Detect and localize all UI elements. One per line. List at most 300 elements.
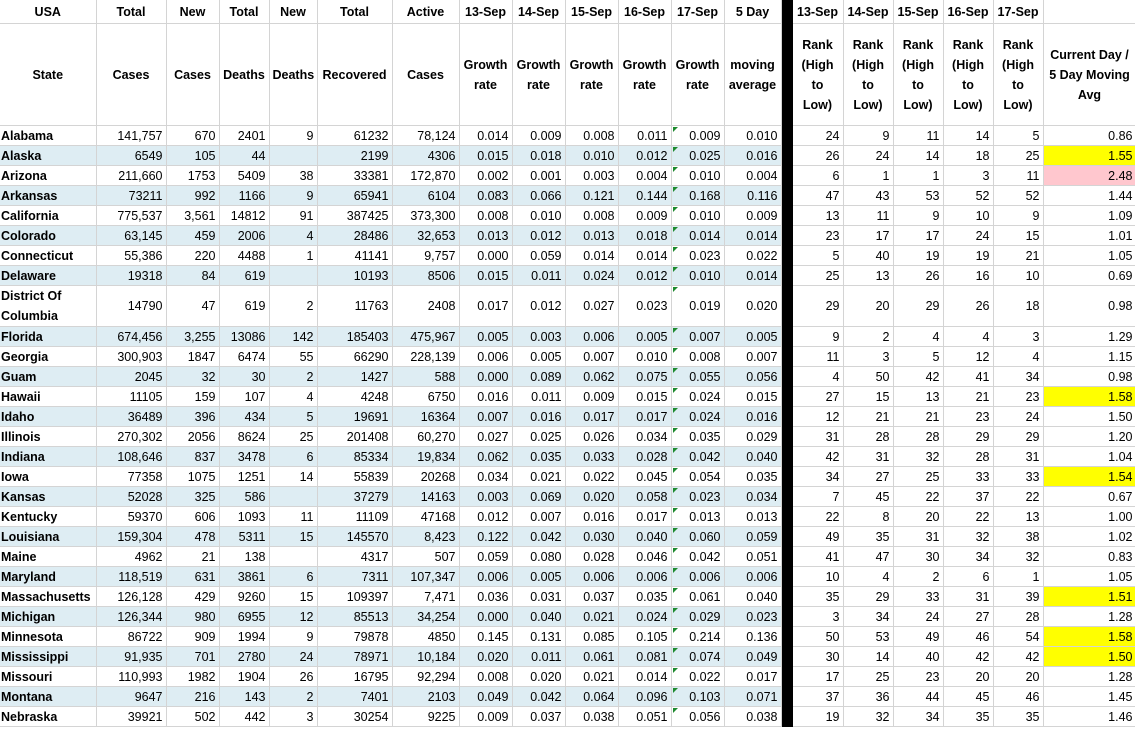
rank-cell[interactable]: 31	[993, 447, 1043, 467]
data-cell[interactable]: 91	[269, 206, 317, 226]
header-cell[interactable]: New	[166, 0, 219, 24]
rank-cell[interactable]: 34	[893, 707, 943, 727]
rank-cell[interactable]: 20	[843, 286, 893, 327]
growth-rate-cell[interactable]: 0.040	[618, 527, 671, 547]
rank-cell[interactable]: 13	[993, 507, 1043, 527]
rank-cell[interactable]: 23	[792, 226, 843, 246]
header-cell[interactable]: Rank (High to Low)	[843, 24, 893, 126]
rank-cell[interactable]: 1	[993, 567, 1043, 587]
growth-rate-cell[interactable]: 0.012	[618, 266, 671, 286]
data-cell[interactable]: 10,184	[392, 647, 459, 667]
rank-cell[interactable]: 52	[943, 186, 993, 206]
data-cell[interactable]: 47	[166, 286, 219, 327]
data-cell[interactable]: 631	[166, 567, 219, 587]
growth-rate-cell[interactable]: 0.023	[671, 487, 724, 507]
rank-cell[interactable]: 17	[843, 226, 893, 246]
rank-cell[interactable]: 14	[843, 647, 893, 667]
state-name-cell[interactable]: Alabama	[0, 126, 96, 146]
growth-rate-cell[interactable]: 0.021	[565, 607, 618, 627]
header-cell[interactable]: Growth rate	[512, 24, 565, 126]
header-cell[interactable]: 13-Sep	[459, 0, 512, 24]
growth-rate-cell[interactable]: 0.019	[671, 286, 724, 327]
data-cell[interactable]: 143	[219, 687, 269, 707]
growth-rate-cell[interactable]: 0.021	[512, 467, 565, 487]
rank-cell[interactable]: 27	[792, 387, 843, 407]
data-cell[interactable]: 909	[166, 627, 219, 647]
data-cell[interactable]: 44	[219, 146, 269, 166]
growth-rate-cell[interactable]: 0.025	[512, 427, 565, 447]
moving-average-cell[interactable]: 0.034	[724, 487, 781, 507]
rank-cell[interactable]: 12	[943, 347, 993, 367]
growth-rate-cell[interactable]: 0.008	[671, 347, 724, 367]
rank-cell[interactable]: 11	[792, 347, 843, 367]
data-cell[interactable]: 91,935	[96, 647, 166, 667]
growth-rate-cell[interactable]: 0.035	[512, 447, 565, 467]
data-cell[interactable]: 52028	[96, 487, 166, 507]
rank-cell[interactable]: 23	[893, 667, 943, 687]
rank-cell[interactable]: 19	[792, 707, 843, 727]
data-cell[interactable]: 1251	[219, 467, 269, 487]
data-cell[interactable]: 992	[166, 186, 219, 206]
data-cell[interactable]: 19,834	[392, 447, 459, 467]
growth-rate-cell[interactable]: 0.012	[512, 286, 565, 327]
moving-average-cell[interactable]: 0.056	[724, 367, 781, 387]
ratio-cell[interactable]: 1.02	[1043, 527, 1135, 547]
growth-rate-cell[interactable]: 0.023	[618, 286, 671, 327]
data-cell[interactable]: 3,561	[166, 206, 219, 226]
rank-cell[interactable]: 38	[993, 527, 1043, 547]
rank-cell[interactable]: 22	[993, 487, 1043, 507]
rank-cell[interactable]: 47	[843, 547, 893, 567]
data-cell[interactable]: 30	[219, 367, 269, 387]
data-cell[interactable]: 32,653	[392, 226, 459, 246]
rank-cell[interactable]: 6	[792, 166, 843, 186]
rank-cell[interactable]: 42	[943, 647, 993, 667]
data-cell[interactable]: 4850	[392, 627, 459, 647]
data-cell[interactable]: 77358	[96, 467, 166, 487]
rank-cell[interactable]: 33	[993, 467, 1043, 487]
data-cell[interactable]: 2780	[219, 647, 269, 667]
state-name-cell[interactable]: Minnesota	[0, 627, 96, 647]
rank-cell[interactable]: 43	[843, 186, 893, 206]
data-cell[interactable]: 2401	[219, 126, 269, 146]
data-cell[interactable]	[269, 146, 317, 166]
rank-cell[interactable]: 47	[792, 186, 843, 206]
growth-rate-cell[interactable]: 0.003	[565, 166, 618, 186]
rank-cell[interactable]: 5	[792, 246, 843, 266]
data-cell[interactable]: 11105	[96, 387, 166, 407]
growth-rate-cell[interactable]: 0.016	[565, 507, 618, 527]
ratio-cell[interactable]: 1.50	[1043, 407, 1135, 427]
growth-rate-cell[interactable]: 0.061	[565, 647, 618, 667]
growth-rate-cell[interactable]: 0.037	[565, 587, 618, 607]
data-cell[interactable]: 4	[269, 387, 317, 407]
rank-cell[interactable]: 31	[843, 447, 893, 467]
rank-cell[interactable]: 37	[943, 487, 993, 507]
data-cell[interactable]: 14	[269, 467, 317, 487]
growth-rate-cell[interactable]: 0.017	[618, 507, 671, 527]
data-cell[interactable]: 9260	[219, 587, 269, 607]
rank-cell[interactable]: 28	[893, 427, 943, 447]
growth-rate-cell[interactable]: 0.020	[512, 667, 565, 687]
data-cell[interactable]: 674,456	[96, 327, 166, 347]
data-cell[interactable]: 2006	[219, 226, 269, 246]
header-cell[interactable]: Total	[219, 0, 269, 24]
data-cell[interactable]: 11763	[317, 286, 392, 327]
growth-rate-cell[interactable]: 0.030	[565, 527, 618, 547]
state-name-cell[interactable]: Mississippi	[0, 647, 96, 667]
growth-rate-cell[interactable]: 0.014	[618, 667, 671, 687]
data-cell[interactable]: 9225	[392, 707, 459, 727]
data-cell[interactable]: 9647	[96, 687, 166, 707]
data-cell[interactable]: 475,967	[392, 327, 459, 347]
growth-rate-cell[interactable]: 0.017	[565, 407, 618, 427]
header-cell[interactable]: 13-Sep	[792, 0, 843, 24]
data-cell[interactable]: 21	[166, 547, 219, 567]
growth-rate-cell[interactable]: 0.036	[459, 587, 512, 607]
data-cell[interactable]: 24	[269, 647, 317, 667]
rank-cell[interactable]: 39	[993, 587, 1043, 607]
growth-rate-cell[interactable]: 0.006	[671, 567, 724, 587]
ratio-cell[interactable]: 1.28	[1043, 667, 1135, 687]
ratio-cell[interactable]: 0.83	[1043, 547, 1135, 567]
data-cell[interactable]: 6750	[392, 387, 459, 407]
rank-cell[interactable]: 10	[792, 567, 843, 587]
rank-cell[interactable]: 8	[843, 507, 893, 527]
data-cell[interactable]: 6	[269, 447, 317, 467]
state-name-cell[interactable]: Florida	[0, 327, 96, 347]
rank-cell[interactable]: 4	[893, 327, 943, 347]
rank-cell[interactable]: 2	[843, 327, 893, 347]
rank-cell[interactable]: 33	[893, 587, 943, 607]
data-cell[interactable]: 13086	[219, 327, 269, 347]
moving-average-cell[interactable]: 0.016	[724, 146, 781, 166]
data-cell[interactable]: 55	[269, 347, 317, 367]
data-cell[interactable]: 61232	[317, 126, 392, 146]
growth-rate-cell[interactable]: 0.131	[512, 627, 565, 647]
growth-rate-cell[interactable]: 0.121	[565, 186, 618, 206]
rank-cell[interactable]: 9	[792, 327, 843, 347]
growth-rate-cell[interactable]: 0.035	[671, 427, 724, 447]
growth-rate-cell[interactable]: 0.005	[512, 347, 565, 367]
ratio-cell[interactable]: 1.58	[1043, 387, 1135, 407]
growth-rate-cell[interactable]: 0.075	[618, 367, 671, 387]
growth-rate-cell[interactable]: 0.014	[618, 246, 671, 266]
rank-cell[interactable]: 12	[792, 407, 843, 427]
data-cell[interactable]: 37279	[317, 487, 392, 507]
growth-rate-cell[interactable]: 0.038	[565, 707, 618, 727]
state-name-cell[interactable]: Maryland	[0, 567, 96, 587]
growth-rate-cell[interactable]: 0.009	[512, 126, 565, 146]
data-cell[interactable]: 2	[269, 286, 317, 327]
data-cell[interactable]: 19318	[96, 266, 166, 286]
header-cell[interactable]: Active	[392, 0, 459, 24]
growth-rate-cell[interactable]: 0.013	[671, 507, 724, 527]
state-name-cell[interactable]: Michigan	[0, 607, 96, 627]
growth-rate-cell[interactable]: 0.096	[618, 687, 671, 707]
growth-rate-cell[interactable]: 0.035	[618, 587, 671, 607]
growth-rate-cell[interactable]: 0.034	[459, 467, 512, 487]
data-cell[interactable]: 5409	[219, 166, 269, 186]
data-cell[interactable]: 33381	[317, 166, 392, 186]
rank-cell[interactable]: 34	[843, 607, 893, 627]
data-cell[interactable]: 2045	[96, 367, 166, 387]
state-name-cell[interactable]: Illinois	[0, 427, 96, 447]
data-cell[interactable]: 3478	[219, 447, 269, 467]
moving-average-cell[interactable]: 0.040	[724, 587, 781, 607]
rank-cell[interactable]: 28	[993, 607, 1043, 627]
rank-cell[interactable]: 4	[993, 347, 1043, 367]
growth-rate-cell[interactable]: 0.025	[671, 146, 724, 166]
moving-average-cell[interactable]: 0.005	[724, 327, 781, 347]
data-cell[interactable]: 28486	[317, 226, 392, 246]
rank-cell[interactable]: 34	[993, 367, 1043, 387]
rank-cell[interactable]: 29	[993, 427, 1043, 447]
data-cell[interactable]: 4306	[392, 146, 459, 166]
growth-rate-cell[interactable]: 0.015	[618, 387, 671, 407]
rank-cell[interactable]: 45	[943, 687, 993, 707]
state-name-cell[interactable]: Louisiana	[0, 527, 96, 547]
growth-rate-cell[interactable]: 0.024	[671, 387, 724, 407]
growth-rate-cell[interactable]: 0.042	[671, 447, 724, 467]
moving-average-cell[interactable]: 0.015	[724, 387, 781, 407]
state-name-cell[interactable]: Montana	[0, 687, 96, 707]
data-cell[interactable]: 65941	[317, 186, 392, 206]
data-cell[interactable]: 109397	[317, 587, 392, 607]
growth-rate-cell[interactable]: 0.006	[459, 567, 512, 587]
rank-cell[interactable]: 10	[943, 206, 993, 226]
rank-cell[interactable]: 7	[792, 487, 843, 507]
data-cell[interactable]: 141,757	[96, 126, 166, 146]
growth-rate-cell[interactable]: 0.059	[512, 246, 565, 266]
data-cell[interactable]: 1994	[219, 627, 269, 647]
growth-rate-cell[interactable]: 0.009	[565, 387, 618, 407]
state-name-cell[interactable]: Colorado	[0, 226, 96, 246]
data-cell[interactable]: 4962	[96, 547, 166, 567]
growth-rate-cell[interactable]: 0.010	[618, 347, 671, 367]
data-cell[interactable]: 325	[166, 487, 219, 507]
rank-cell[interactable]: 10	[993, 266, 1043, 286]
growth-rate-cell[interactable]: 0.028	[618, 447, 671, 467]
data-cell[interactable]: 8506	[392, 266, 459, 286]
data-cell[interactable]: 586	[219, 487, 269, 507]
header-cell[interactable]: 15-Sep	[893, 0, 943, 24]
moving-average-cell[interactable]: 0.051	[724, 547, 781, 567]
header-cell[interactable]: USA	[0, 0, 96, 24]
ratio-cell[interactable]: 1.01	[1043, 226, 1135, 246]
data-cell[interactable]: 55839	[317, 467, 392, 487]
header-cell[interactable]: 15-Sep	[565, 0, 618, 24]
growth-rate-cell[interactable]: 0.074	[671, 647, 724, 667]
header-cell[interactable]: Deaths	[219, 24, 269, 126]
moving-average-cell[interactable]: 0.022	[724, 246, 781, 266]
rank-cell[interactable]: 4	[943, 327, 993, 347]
data-cell[interactable]: 396	[166, 407, 219, 427]
rank-cell[interactable]: 28	[843, 427, 893, 447]
moving-average-cell[interactable]: 0.029	[724, 427, 781, 447]
growth-rate-cell[interactable]: 0.007	[671, 327, 724, 347]
data-cell[interactable]: 85334	[317, 447, 392, 467]
data-cell[interactable]: 478	[166, 527, 219, 547]
growth-rate-cell[interactable]: 0.007	[459, 407, 512, 427]
header-cell[interactable]: New	[269, 0, 317, 24]
data-cell[interactable]: 172,870	[392, 166, 459, 186]
growth-rate-cell[interactable]: 0.042	[512, 527, 565, 547]
growth-rate-cell[interactable]: 0.010	[671, 166, 724, 186]
ratio-cell[interactable]: 1.20	[1043, 427, 1135, 447]
data-cell[interactable]: 9	[269, 186, 317, 206]
data-cell[interactable]: 12	[269, 607, 317, 627]
growth-rate-cell[interactable]: 0.010	[565, 146, 618, 166]
state-name-cell[interactable]: Georgia	[0, 347, 96, 367]
growth-rate-cell[interactable]: 0.011	[618, 126, 671, 146]
data-cell[interactable]: 15	[269, 587, 317, 607]
data-cell[interactable]: 66290	[317, 347, 392, 367]
rank-cell[interactable]: 23	[943, 407, 993, 427]
rank-cell[interactable]: 45	[843, 487, 893, 507]
data-cell[interactable]: 2	[269, 367, 317, 387]
state-name-cell[interactable]: Connecticut	[0, 246, 96, 266]
state-name-cell[interactable]: Missouri	[0, 667, 96, 687]
data-cell[interactable]: 373,300	[392, 206, 459, 226]
data-cell[interactable]: 142	[269, 327, 317, 347]
rank-cell[interactable]: 5	[893, 347, 943, 367]
growth-rate-cell[interactable]: 0.012	[618, 146, 671, 166]
rank-cell[interactable]: 21	[993, 246, 1043, 266]
growth-rate-cell[interactable]: 0.022	[565, 467, 618, 487]
rank-cell[interactable]: 29	[792, 286, 843, 327]
data-cell[interactable]: 6104	[392, 186, 459, 206]
data-cell[interactable]: 2056	[166, 427, 219, 447]
growth-rate-cell[interactable]: 0.020	[565, 487, 618, 507]
growth-rate-cell[interactable]: 0.081	[618, 647, 671, 667]
data-cell[interactable]: 8624	[219, 427, 269, 447]
growth-rate-cell[interactable]: 0.024	[671, 407, 724, 427]
data-cell[interactable]: 138	[219, 547, 269, 567]
rank-cell[interactable]: 32	[993, 547, 1043, 567]
data-cell[interactable]: 107	[219, 387, 269, 407]
data-cell[interactable]	[269, 547, 317, 567]
growth-rate-cell[interactable]: 0.006	[459, 347, 512, 367]
growth-rate-cell[interactable]: 0.000	[459, 367, 512, 387]
rank-cell[interactable]: 49	[893, 627, 943, 647]
rank-cell[interactable]: 35	[993, 707, 1043, 727]
growth-rate-cell[interactable]: 0.008	[565, 206, 618, 226]
growth-rate-cell[interactable]: 0.105	[618, 627, 671, 647]
data-cell[interactable]: 10193	[317, 266, 392, 286]
data-cell[interactable]: 78,124	[392, 126, 459, 146]
growth-rate-cell[interactable]: 0.023	[671, 246, 724, 266]
data-cell[interactable]: 36489	[96, 407, 166, 427]
growth-rate-cell[interactable]: 0.003	[459, 487, 512, 507]
moving-average-cell[interactable]: 0.014	[724, 266, 781, 286]
rank-cell[interactable]: 1	[843, 166, 893, 186]
growth-rate-cell[interactable]: 0.033	[565, 447, 618, 467]
state-name-cell[interactable]: District Of Columbia	[0, 286, 96, 327]
rank-cell[interactable]: 35	[943, 707, 993, 727]
growth-rate-cell[interactable]: 0.009	[618, 206, 671, 226]
ratio-cell[interactable]: 1.58	[1043, 627, 1135, 647]
data-cell[interactable]: 3	[269, 707, 317, 727]
ratio-cell[interactable]: 0.69	[1043, 266, 1135, 286]
rank-cell[interactable]: 42	[792, 447, 843, 467]
rank-cell[interactable]: 22	[893, 487, 943, 507]
data-cell[interactable]	[269, 266, 317, 286]
rank-cell[interactable]: 28	[943, 447, 993, 467]
growth-rate-cell[interactable]: 0.042	[671, 547, 724, 567]
growth-rate-cell[interactable]: 0.012	[512, 226, 565, 246]
data-cell[interactable]: 1	[269, 246, 317, 266]
header-cell[interactable]: 16-Sep	[618, 0, 671, 24]
growth-rate-cell[interactable]: 0.003	[512, 327, 565, 347]
data-cell[interactable]: 619	[219, 266, 269, 286]
header-cell[interactable]: 14-Sep	[512, 0, 565, 24]
growth-rate-cell[interactable]: 0.009	[459, 707, 512, 727]
state-name-cell[interactable]: Kentucky	[0, 507, 96, 527]
growth-rate-cell[interactable]: 0.214	[671, 627, 724, 647]
header-cell[interactable]: Growth rate	[565, 24, 618, 126]
growth-rate-cell[interactable]: 0.060	[671, 527, 724, 547]
growth-rate-cell[interactable]: 0.005	[512, 567, 565, 587]
data-cell[interactable]: 1982	[166, 667, 219, 687]
data-cell[interactable]: 55,386	[96, 246, 166, 266]
growth-rate-cell[interactable]: 0.061	[671, 587, 724, 607]
data-cell[interactable]: 5311	[219, 527, 269, 547]
data-cell[interactable]: 3,255	[166, 327, 219, 347]
growth-rate-cell[interactable]: 0.062	[459, 447, 512, 467]
data-cell[interactable]: 85513	[317, 607, 392, 627]
data-cell[interactable]: 1075	[166, 467, 219, 487]
rank-cell[interactable]: 20	[993, 667, 1043, 687]
data-cell[interactable]: 41141	[317, 246, 392, 266]
data-cell[interactable]: 1166	[219, 186, 269, 206]
growth-rate-cell[interactable]: 0.004	[618, 166, 671, 186]
growth-rate-cell[interactable]: 0.029	[671, 607, 724, 627]
data-cell[interactable]: 84	[166, 266, 219, 286]
state-name-cell[interactable]: Guam	[0, 367, 96, 387]
data-cell[interactable]: 216	[166, 687, 219, 707]
rank-cell[interactable]: 6	[943, 567, 993, 587]
rank-cell[interactable]: 37	[792, 687, 843, 707]
rank-cell[interactable]: 20	[943, 667, 993, 687]
growth-rate-cell[interactable]: 0.014	[459, 126, 512, 146]
data-cell[interactable]: 6474	[219, 347, 269, 367]
moving-average-cell[interactable]: 0.013	[724, 507, 781, 527]
data-cell[interactable]: 4317	[317, 547, 392, 567]
data-cell[interactable]: 4488	[219, 246, 269, 266]
data-cell[interactable]: 3861	[219, 567, 269, 587]
growth-rate-cell[interactable]: 0.008	[565, 126, 618, 146]
data-cell[interactable]: 606	[166, 507, 219, 527]
ratio-cell[interactable]: 0.67	[1043, 487, 1135, 507]
growth-rate-cell[interactable]: 0.034	[618, 427, 671, 447]
ratio-cell[interactable]: 1.04	[1043, 447, 1135, 467]
data-cell[interactable]: 1904	[219, 667, 269, 687]
rank-cell[interactable]: 14	[943, 126, 993, 146]
data-cell[interactable]: 7401	[317, 687, 392, 707]
data-cell[interactable]: 429	[166, 587, 219, 607]
data-cell[interactable]: 159,304	[96, 527, 166, 547]
data-cell[interactable]: 185403	[317, 327, 392, 347]
moving-average-cell[interactable]: 0.006	[724, 567, 781, 587]
rank-cell[interactable]: 3	[943, 166, 993, 186]
data-cell[interactable]: 126,128	[96, 587, 166, 607]
rank-cell[interactable]: 33	[943, 467, 993, 487]
data-cell[interactable]: 211,660	[96, 166, 166, 186]
growth-rate-cell[interactable]: 0.020	[459, 647, 512, 667]
rank-cell[interactable]: 3	[993, 327, 1043, 347]
growth-rate-cell[interactable]: 0.011	[512, 647, 565, 667]
